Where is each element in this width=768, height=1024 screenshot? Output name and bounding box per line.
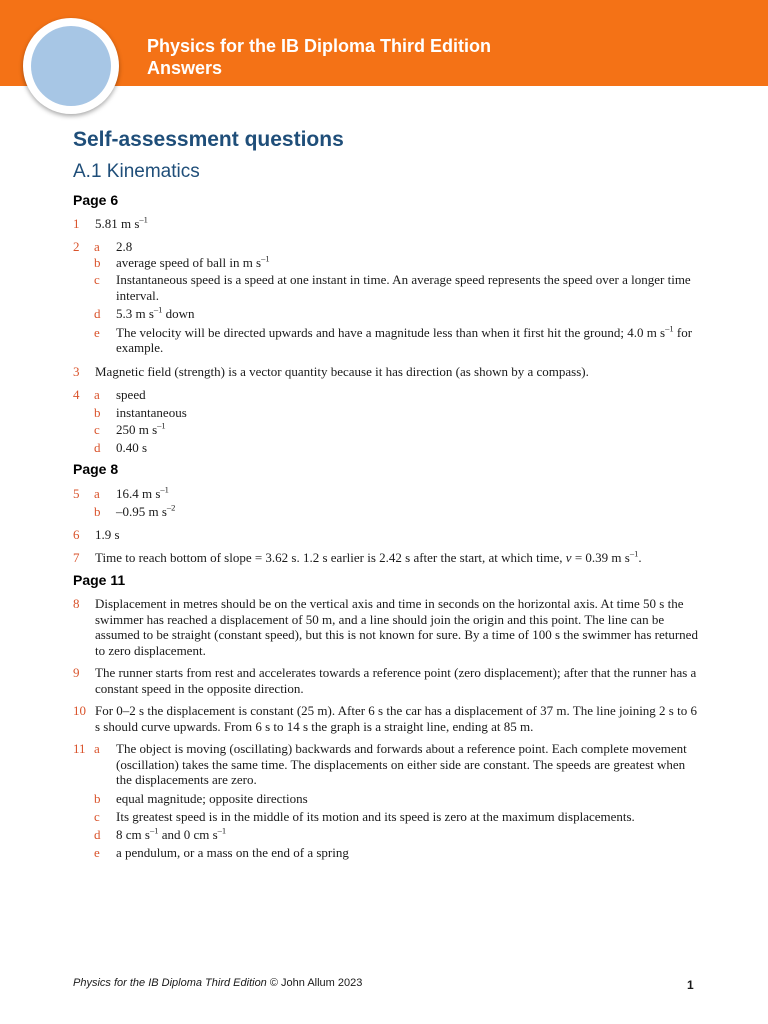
part-label: d <box>94 306 101 321</box>
question-9 <box>73 665 698 696</box>
answer-text: 2.8 <box>116 239 133 254</box>
part-label: b <box>94 503 101 519</box>
footer-credit <box>73 977 362 989</box>
part-label: a <box>94 387 100 402</box>
answer-text: 8 cm $s^{-1}$ and 0 cm $s^{-1}$ <box>116 825 227 842</box>
answer-text: Time to reach bottom of slope = 3.62 s. 1.2 s earlier is 2.42 s after the start, at which time, v = 0.39 m $s^{-1}$. <box>95 548 642 565</box>
part-label: c <box>94 272 100 287</box>
question-6 <box>73 527 698 543</box>
answer-text: a pendulum, or a mass on the end of a spring <box>116 845 349 860</box>
question-number: 2 <box>73 239 80 254</box>
logo-disc <box>31 26 111 106</box>
part-label: d <box>94 439 101 455</box>
footer-copyright: © John Allum 2023 <box>266 977 363 989</box>
answer-text: The velocity will be directed upwards and have a magnitude less than when it first hit the ground; 4.0 m $s^{-1}$ for example. <box>116 323 693 355</box>
page-heading-6: Page 6 <box>73 192 119 208</box>
page-number: 1 <box>687 978 694 992</box>
answer-text: 1.9 s <box>95 527 120 542</box>
answer-text: –0.95 m $s^{-2}$ <box>116 502 176 519</box>
answer-text: average speed of ball in m $s^{-1}$ <box>116 253 270 270</box>
topic-title: A.1 Kinematics <box>73 161 200 182</box>
logo-circle <box>23 18 119 114</box>
question-number: 6 <box>73 527 80 542</box>
answer-text: Magnetic field (strength) is a vector quantity because it has direction (as shown by a compass). <box>95 364 589 379</box>
question-number: 7 <box>73 550 80 565</box>
answer-text: 5.3 m $s^{-1}$ down <box>116 304 195 321</box>
question-number: 11 <box>73 741 86 756</box>
answer-text: The runner starts from rest and accelerates towards a reference point (zero displacement); after that the runner has a constant speed in the opposite direction. <box>95 665 697 696</box>
question-number: 5 <box>73 486 80 501</box>
answer-text: For 0–2 s the displacement is constant (25 m). After 6 s the car has a displacement of 37 m. The line joining 2 s to 6 s should curve upwards. From 6 s to 14 s the graph is a straight line, ending at 85 m. <box>95 703 697 734</box>
page-heading-11: Page 11 <box>73 572 126 588</box>
answer-text: 250 m $s^{-1}$ <box>116 420 166 437</box>
question-8 <box>73 596 698 658</box>
part-label: c <box>94 422 100 437</box>
question-5 <box>73 486 698 519</box>
question-number: 3 <box>73 364 80 379</box>
question-3 <box>73 364 698 380</box>
part-label: a <box>94 239 100 254</box>
part-label: b <box>94 790 101 806</box>
section-title: Self-assessment questions <box>73 128 344 151</box>
document-title <box>147 35 491 79</box>
question-10 <box>73 703 698 734</box>
part-label: a <box>94 741 100 756</box>
title-line-1: Physics for the IB Diploma Third Edition <box>147 36 492 56</box>
question-1 <box>73 216 698 232</box>
question-number: 8 <box>73 596 80 611</box>
part-label: e <box>94 324 100 340</box>
answer-text: 5.81 m $s^{-1}$ <box>95 214 148 231</box>
answer-text: The object is moving (oscillating) backwards and forwards about a reference point. Each complete movement (oscillation) takes the same time. The displacements on either side are constant. The speeds are greatest when the displacements are zero. <box>116 741 687 787</box>
answer-text: speed <box>116 387 146 402</box>
part-label: e <box>94 845 100 860</box>
answer-text: equal magnitude; opposite directions <box>116 790 308 806</box>
footer-book-title: Physics for the IB Diploma Third Edition <box>73 977 267 989</box>
part-label: b <box>94 404 101 420</box>
answer-text: Instantaneous speed is a speed at one instant in time. An average speed represents the speed over a longer time interval. <box>116 272 691 303</box>
question-number: 1 <box>73 216 80 231</box>
answer-text: Its greatest speed is in the middle of its motion and its speed is zero at the maximum displacements. <box>116 809 635 824</box>
title-line-2: Answers <box>147 58 223 78</box>
question-4 <box>73 387 698 455</box>
question-11 <box>73 741 698 861</box>
question-7 <box>73 550 698 566</box>
answer-text: Displacement in metres should be on the vertical axis and time in seconds on the horizontal axis. At time 50 s the swimmer has reached a displacement of 50 m, and a line should join the origin and this point. The line can be assumed to be straight (constant speed), but this is not known for sure. By a time of 100 s the swimmer has returned to zero displacement. <box>95 596 698 658</box>
part-label: a <box>94 486 100 501</box>
question-number: 10 <box>73 703 86 718</box>
answer-text: 0.40 s <box>116 439 148 455</box>
question-number: 4 <box>73 387 80 402</box>
question-2 <box>73 239 698 356</box>
question-number: 9 <box>73 665 80 680</box>
part-label: d <box>94 826 101 842</box>
answer-text: instantaneous <box>116 404 187 420</box>
answer-text: 16.4 m $s^{-1}$ <box>116 484 169 501</box>
page-heading-8: Page 8 <box>73 461 119 477</box>
part-label: b <box>94 254 101 270</box>
part-label: c <box>94 809 100 824</box>
